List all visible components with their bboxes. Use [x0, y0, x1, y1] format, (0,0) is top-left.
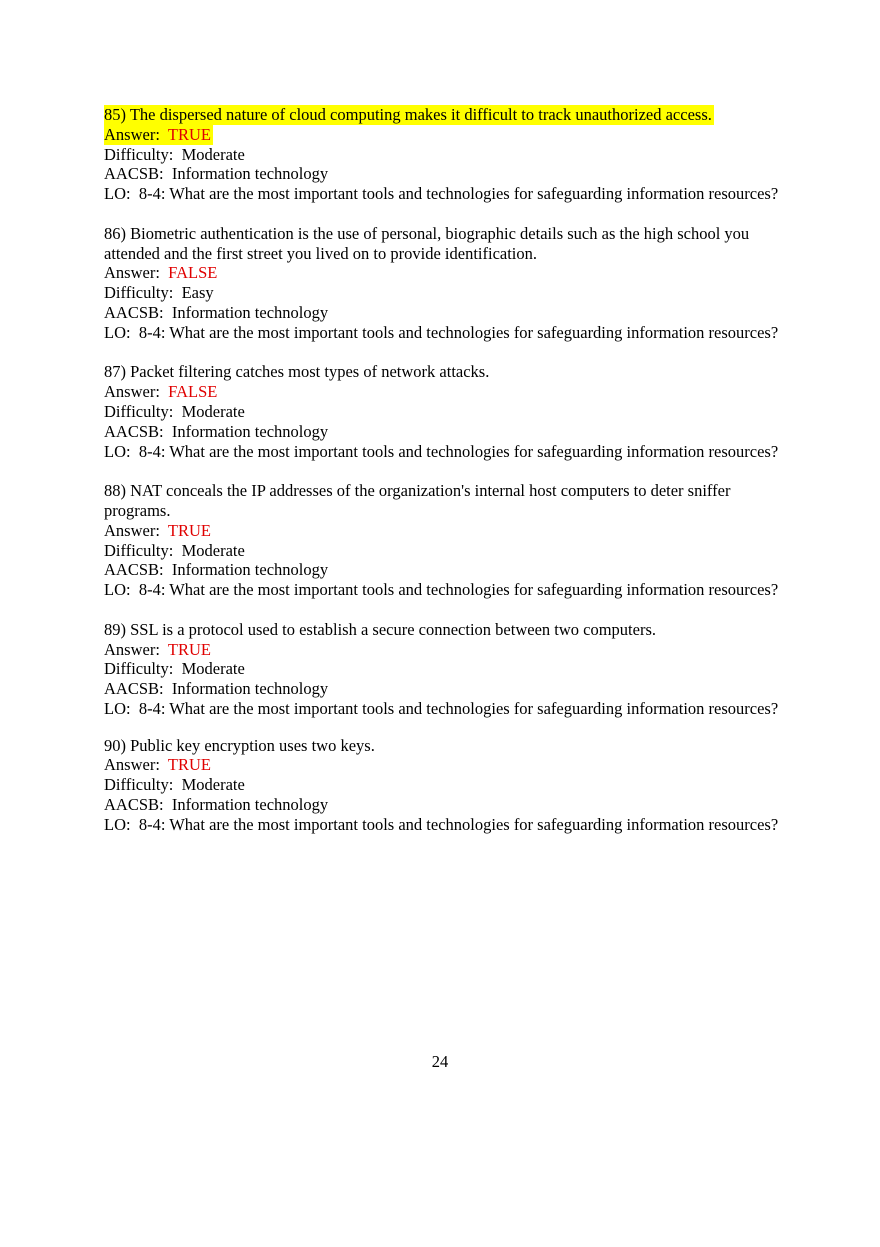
question-86-text: 86) Biometric authentication is the use of personal, biographic details such as the high school you attended and the first street you lived on to provide identification. [104, 223, 754, 263]
answer-label: Answer: [104, 520, 160, 540]
question-90-answer-line [104, 755, 784, 775]
answer-label: Answer: [104, 124, 160, 144]
answer-label: Answer: [104, 755, 160, 775]
question-90-answer: TRUE [167, 755, 211, 775]
question-89-answer-line [104, 640, 784, 660]
question-88-difficulty: Difficulty: Moderate [104, 540, 245, 560]
question-88 [104, 481, 784, 600]
question-88-answer-line [104, 521, 784, 541]
question-85-text-line [104, 105, 784, 125]
question-85-answer-highlight [104, 125, 213, 145]
question-87-answer: FALSE [168, 382, 218, 402]
question-86-lo: LO: 8-4: What are the most important tools and technologies for safeguarding information resources? [104, 322, 779, 342]
question-85-answer-line [104, 125, 784, 145]
question-89-answer: TRUE [167, 639, 211, 659]
question-88-text: 88) NAT conceals the IP addresses of the organization's internal host computers to deter sniffer programs. [104, 481, 735, 520]
question-90-difficulty: Difficulty: Moderate [104, 775, 245, 795]
question-90-lo: LO: 8-4: What are the most important tools and technologies for safeguarding information resources? [104, 814, 779, 834]
question-87-answer-line [104, 382, 784, 402]
page-number: 24 [431, 1052, 449, 1071]
question-90 [104, 736, 784, 835]
question-89-text: 89) SSL is a protocol used to establish a secure connection between two computers. [104, 619, 657, 639]
question-89 [104, 620, 784, 719]
question-85-lo: LO: 8-4: What are the most important tools and technologies for safeguarding information resources? [104, 184, 779, 204]
question-87-text: 87) Packet filtering catches most types of network attacks. [104, 362, 490, 382]
answer-label: Answer: [104, 639, 160, 659]
question-90-aacsb: AACSB: Information technology [104, 794, 329, 814]
question-85-answer: TRUE [167, 124, 211, 144]
answer-label: Answer: [104, 263, 160, 283]
question-list [104, 105, 784, 854]
question-85 [104, 105, 784, 204]
question-89-aacsb: AACSB: Information technology [104, 679, 329, 699]
question-87-lo: LO: 8-4: What are the most important tools and technologies for safeguarding information resources? [104, 441, 779, 461]
question-86-aacsb: AACSB: Information technology [104, 302, 329, 322]
question-88-aacsb: AACSB: Information technology [104, 560, 329, 580]
question-85-difficulty: Difficulty: Moderate [104, 144, 245, 164]
question-85-aacsb: AACSB: Information technology [104, 164, 329, 184]
question-90-text: 90) Public key encryption uses two keys. [104, 735, 375, 755]
question-88-lo: LO: 8-4: What are the most important tools and technologies for safeguarding information resources? [104, 580, 779, 600]
question-89-difficulty: Difficulty: Moderate [104, 659, 245, 679]
question-87-difficulty: Difficulty: Moderate [104, 401, 245, 421]
answer-label: Answer: [104, 382, 160, 402]
question-86-answer-line [104, 263, 784, 283]
question-89-lo: LO: 8-4: What are the most important tools and technologies for safeguarding information resources? [104, 698, 779, 718]
question-87 [104, 362, 784, 461]
question-87-aacsb: AACSB: Information technology [104, 421, 329, 441]
question-88-answer: TRUE [167, 520, 211, 540]
question-85-text: 85) The dispersed nature of cloud computing makes it difficult to track unauthorized access. [104, 105, 712, 124]
question-86-answer: FALSE [168, 263, 218, 283]
question-86 [104, 224, 784, 343]
question-86-difficulty: Difficulty: Easy [104, 283, 214, 303]
